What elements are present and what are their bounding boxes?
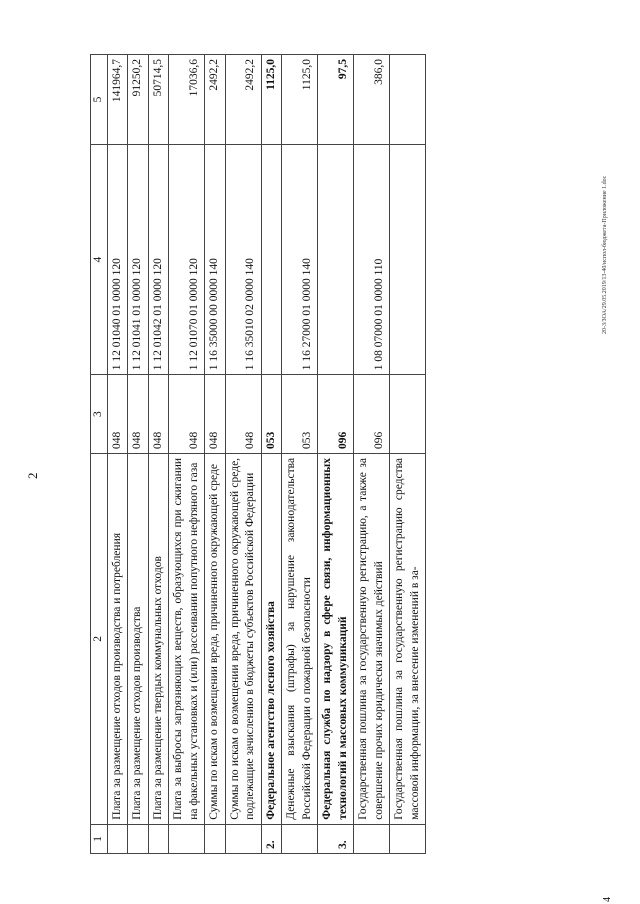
admin-code: 053 — [282, 375, 318, 454]
budget-classification-code — [318, 144, 354, 374]
table-row — [128, 55, 149, 854]
budget-classification-code: 1 08 07000 01 0000 110 — [354, 144, 390, 374]
table-row — [225, 55, 261, 854]
amount-value: 1125,0 — [282, 55, 318, 145]
table-row — [205, 55, 226, 854]
revenue-name: Государственная пошлина за государственную регистрацию средства массовой информации, за внесение изменений в за- — [390, 453, 426, 824]
amount-value: 2492,2 — [205, 55, 226, 145]
row-number — [169, 824, 205, 853]
row-number — [205, 824, 226, 853]
header-cell-3: 3 — [91, 375, 108, 454]
admin-code: 053 — [261, 375, 282, 454]
revenue-name: Суммы по искам о возмещении вреда, причиненного окружающей среде, подлежащие зачислению в бюджеты субъектов Российской Федерации — [225, 453, 261, 824]
amount-value — [390, 55, 426, 145]
file-path-footer: 20-3/ЗОА/29.05.2019/13-40/испол-бюджета-Приложение 1.doc — [602, 175, 608, 334]
header-row — [91, 55, 108, 854]
amount-value: 141964,7 — [107, 55, 128, 145]
amount-value: 1125,0 — [261, 55, 282, 145]
revenue-name: Федеральное агентство лесного хозяйства — [261, 453, 282, 824]
revenue-name: Плата за выбросы загрязняющих веществ, образующихся при сжигании на факельных установках и (или) рассеивании попутного нефтяного газа — [169, 453, 205, 824]
amount-value: 97,5 — [318, 55, 354, 145]
row-number — [354, 824, 390, 853]
table-row — [354, 55, 390, 854]
row-number — [148, 824, 169, 853]
budget-classification-code: 1 12 01070 01 0000 120 — [169, 144, 205, 374]
amount-value: 2492,2 — [225, 55, 261, 145]
row-number — [225, 824, 261, 853]
amount-value: 50714,5 — [148, 55, 169, 145]
row-number — [107, 824, 128, 853]
budget-classification-code: 1 16 35010 02 0000 140 — [225, 144, 261, 374]
table-row — [282, 55, 318, 854]
admin-code: 048 — [205, 375, 226, 454]
header-cell-2: 2 — [91, 453, 108, 824]
amount-value: 17036,6 — [169, 55, 205, 145]
budget-table — [90, 54, 426, 854]
row-number — [282, 824, 318, 853]
revenue-name: Федеральная служба по надзору в сфере связи, информационных технологий и массовых коммуникаций — [318, 453, 354, 824]
table-row — [169, 55, 205, 854]
admin-code: 048 — [225, 375, 261, 454]
header-cell-5: 5 — [91, 55, 108, 145]
header-cell-1: 1 — [91, 824, 108, 853]
revenue-name: Плата за размещение отходов производства — [128, 453, 149, 824]
admin-code: 048 — [128, 375, 149, 454]
corner-marker: 4 — [602, 897, 613, 902]
amount-value: 91250,2 — [128, 55, 149, 145]
revenue-name: Плата за размещение отходов производства и потребления — [107, 453, 128, 824]
row-number — [128, 824, 149, 853]
admin-code — [390, 375, 426, 454]
table-row — [148, 55, 169, 854]
amount-value: 386,0 — [354, 55, 390, 145]
row-number — [390, 824, 426, 853]
admin-code: 048 — [148, 375, 169, 454]
budget-classification-code: 1 16 35000 00 0000 140 — [205, 144, 226, 374]
page-number: 2 — [25, 472, 40, 479]
table-row — [261, 55, 282, 854]
budget-classification-code: 1 16 27000 01 0000 140 — [282, 144, 318, 374]
revenue-name: Денежные взыскания (штрафы) за нарушение законодательства Российской Федерации о пожарной безопасности — [282, 453, 318, 824]
budget-classification-code: 1 12 01042 01 0000 120 — [148, 144, 169, 374]
budget-classification-code — [390, 144, 426, 374]
admin-code: 096 — [318, 375, 354, 454]
table-row — [390, 55, 426, 854]
row-number: 2. — [261, 824, 282, 853]
header-cell-4: 4 — [91, 144, 108, 374]
table-row — [318, 55, 354, 854]
row-number: 3. — [318, 824, 354, 853]
budget-classification-code: 1 12 01041 01 0000 120 — [128, 144, 149, 374]
admin-code: 048 — [107, 375, 128, 454]
budget-classification-code: 1 12 01040 01 0000 120 — [107, 144, 128, 374]
table-row — [107, 55, 128, 854]
revenue-name: Плата за размещение твердых коммунальных отходов — [148, 453, 169, 824]
revenue-name: Суммы по искам о возмещении вреда, причиненного окружающей среде — [205, 453, 226, 824]
revenue-name: Государственная пошлина за государственную регистрацию, а также за совершение прочих юридически значимых действий — [354, 453, 390, 824]
budget-classification-code — [261, 144, 282, 374]
admin-code: 048 — [169, 375, 205, 454]
admin-code: 096 — [354, 375, 390, 454]
